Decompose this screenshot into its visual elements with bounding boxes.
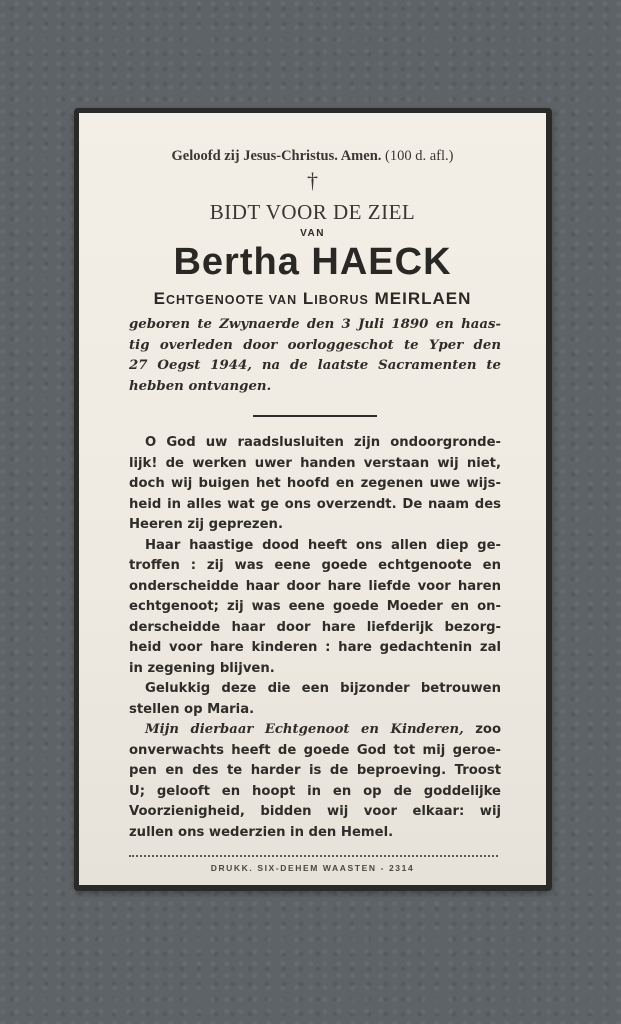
bio-line: 27 Oegst 1944, na de laatste Sacramenten te <box>129 358 501 373</box>
text-line: Gelukkig deze die een bijzonder betrouwen <box>145 681 501 696</box>
text-line: stellen op Maria. <box>129 701 255 717</box>
text-line: echtgenoot; zij was eene goede Moeder en on- <box>129 599 501 614</box>
text-line: heid voor hare kinderen : hare gedachtenin zal <box>129 640 501 655</box>
dotted-divider <box>129 855 498 857</box>
biography <box>129 315 501 397</box>
greeting-text: Geloofd zij Jesus-Christus. Amen. <box>171 148 382 164</box>
text-line: Haar haastige dood heeft ons allen diep ge- <box>145 537 501 553</box>
spouse-prefix: CHTGENOOTE VAN <box>165 293 298 307</box>
van-label: VAN <box>300 228 325 239</box>
text-fragment: zoo <box>475 722 502 737</box>
indulgence-note: (100 d. afl.) <box>385 148 454 164</box>
text-line: lijk! de werken uwer handen verstaan wij niet, <box>129 455 501 471</box>
text-line: Heeren zij geprezen. <box>129 517 283 532</box>
text-line: troffen : zij was eene goede echtgenoote en <box>129 558 501 573</box>
cross-icon: † <box>307 168 318 193</box>
spouse-first-name: IBORUS <box>314 293 369 307</box>
printer-imprint: DRUKK. SIX-DEHEM WAASTEN - 2314 <box>210 863 415 873</box>
text-line: in zegening blijven. <box>129 660 275 676</box>
text-line <box>129 720 501 741</box>
text-line: derscheidde haar door hare liefderijk bezorg- <box>129 619 501 635</box>
memorial-card <box>79 113 546 885</box>
text-line: heid in alles wat ge ons overzendt. De naam des <box>129 496 501 512</box>
bio-line: geboren te Zwynaerde den 3 Juli 1890 en haas- <box>129 317 501 332</box>
divider-rule <box>253 415 377 417</box>
text-line: onverwachts heeft de goede God tot mij geroe- <box>129 742 501 758</box>
text-line: pen en des te harder is de beproeving. Troost <box>129 763 501 778</box>
text-line: O God uw raadslusluiten zijn ondoorgronde- <box>145 435 501 450</box>
bio-line: hebben ontvangen. <box>129 378 272 394</box>
bio-line: tig overleden door oorloggeschot te Yper den <box>129 337 501 353</box>
spouse-first-cap: L <box>302 289 315 308</box>
spouse-line <box>79 289 546 309</box>
spouse-surname: MEIRLAEN <box>374 289 472 308</box>
italic-address: Mijn dierbaar Echtgenoot en Kinderen, <box>145 722 464 737</box>
prayer-heading: BIDT VOOR DE ZIEL <box>209 200 416 224</box>
text-line: doch wij buigen het hoofd en zegenen uwe wijs- <box>129 476 501 491</box>
spouse-prefix-cap: E <box>153 289 166 308</box>
text-line: zullen ons wederzien in den Hemel. <box>129 824 394 840</box>
deceased-name: Bertha HAECK <box>173 241 452 283</box>
text-line: U; gelooft en hoopt in en op de goddelijke <box>129 783 501 799</box>
prayer-text <box>129 433 501 843</box>
text-line: onderscheidde haar door hare liefde voor haren <box>129 578 501 594</box>
text-line: Voorzienigheid, bidden wij voor elkaar: wij <box>129 804 501 819</box>
greeting-line <box>79 148 546 165</box>
